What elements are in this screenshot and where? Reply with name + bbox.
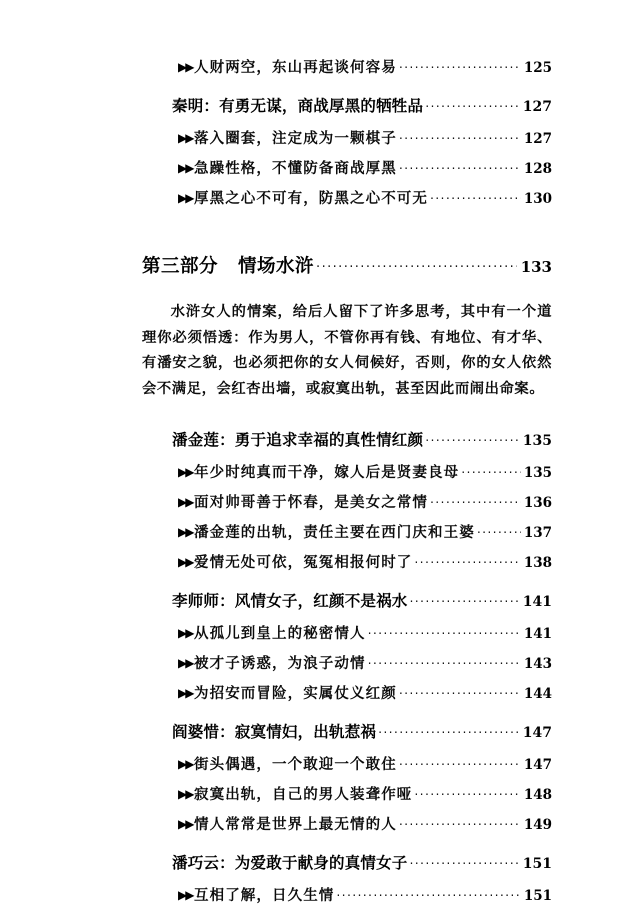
toc-page-number: 144 bbox=[523, 686, 552, 702]
dot-leader bbox=[461, 461, 521, 477]
toc-entry-label: 急躁性格，不懂防备商战厚黑 bbox=[194, 161, 397, 177]
double-triangle-bullet-icon: ▶▶ bbox=[178, 495, 193, 509]
toc-chapter-label: 潘金莲：勇于追求幸福的真性情红颜 bbox=[172, 431, 424, 449]
double-triangle-bullet-icon: ▶▶ bbox=[178, 686, 193, 700]
dot-leader bbox=[399, 813, 521, 829]
toc-chapter-label: 潘巧云：为爱敢于献身的真情女子 bbox=[172, 854, 408, 872]
toc-entry-label: 互相了解，日久生情 bbox=[194, 888, 335, 904]
toc-entry-label: 爱情无处可依，冤冤相报何时了 bbox=[194, 555, 413, 571]
dot-leader bbox=[378, 721, 521, 737]
double-triangle-bullet-icon: ▶▶ bbox=[178, 525, 193, 539]
double-triangle-bullet-icon: ▶▶ bbox=[178, 131, 193, 145]
toc-chapter-entry[interactable] bbox=[172, 94, 552, 116]
toc-page-number: 135 bbox=[522, 433, 552, 449]
toc-page-number: 136 bbox=[523, 495, 552, 511]
toc-entry-label: 人财两空，东山再起谈何容易 bbox=[194, 60, 397, 76]
double-triangle-bullet-icon: ▶▶ bbox=[178, 191, 193, 205]
double-triangle-bullet-icon: ▶▶ bbox=[178, 888, 193, 902]
dot-leader bbox=[368, 622, 521, 638]
toc-sub-entry[interactable] bbox=[172, 521, 552, 542]
toc-chapter-entry[interactable] bbox=[172, 720, 552, 742]
double-triangle-bullet-icon: ▶▶ bbox=[178, 60, 193, 74]
toc-page-number: 143 bbox=[523, 656, 552, 672]
dot-leader bbox=[430, 491, 521, 507]
toc-entry-label: 面对帅哥善于怀春，是美女之常情 bbox=[194, 495, 428, 511]
dot-leader bbox=[368, 652, 521, 668]
toc-sub-entry[interactable] bbox=[172, 157, 552, 178]
double-triangle-bullet-icon: ▶▶ bbox=[178, 787, 193, 801]
toc-sub-entry[interactable] bbox=[172, 187, 552, 208]
toc-page-number: 133 bbox=[520, 258, 552, 276]
dot-leader bbox=[336, 884, 521, 900]
toc-page-number: 147 bbox=[523, 757, 552, 773]
toc-page-number: 147 bbox=[522, 725, 552, 741]
toc-sub-entry[interactable] bbox=[172, 682, 552, 703]
toc-page-number: 137 bbox=[523, 525, 552, 541]
dot-leader bbox=[425, 95, 521, 111]
toc-page-number: 125 bbox=[523, 60, 552, 76]
toc-page-number: 127 bbox=[523, 131, 552, 147]
intro-paragraph: 水浒女人的情案，给后人留下了许多思考，其中有一个道理你必须悟透：作为男人，不管你再有钱、有地位、有才华、有潘安之貌，也必须把你的女人伺候好，否则，你的女人依然会不满足，会红杏出墙，或寂寞出轨，甚至因此而闹出命案。 bbox=[142, 304, 552, 397]
dot-leader bbox=[399, 157, 521, 173]
toc-entry-label: 寂寞出轨，自己的男人装聋作哑 bbox=[194, 787, 413, 803]
double-triangle-bullet-icon: ▶▶ bbox=[178, 757, 193, 771]
toc-sub-entry[interactable] bbox=[172, 551, 552, 572]
toc-sub-entry[interactable] bbox=[172, 491, 552, 512]
double-triangle-bullet-icon: ▶▶ bbox=[178, 626, 193, 640]
toc-page-number: 151 bbox=[523, 888, 552, 904]
toc-page-number: 135 bbox=[523, 465, 552, 481]
dot-leader bbox=[414, 783, 521, 799]
toc-sub-entry[interactable] bbox=[172, 652, 552, 673]
toc-sub-entry[interactable] bbox=[172, 461, 552, 482]
dot-leader bbox=[399, 56, 521, 72]
toc-entry-label: 街头偶遇，一个敢迎一个敢住 bbox=[194, 757, 397, 773]
toc-sub-entry[interactable] bbox=[172, 56, 552, 77]
double-triangle-bullet-icon: ▶▶ bbox=[178, 817, 193, 831]
double-triangle-bullet-icon: ▶▶ bbox=[178, 555, 193, 569]
toc-chapter-label: 阎婆惜：寂寞情妇，出轨惹祸 bbox=[172, 723, 377, 741]
dot-leader bbox=[399, 682, 521, 698]
toc-entry-label: 从孤儿到皇上的秘密情人 bbox=[194, 626, 366, 642]
dot-leader bbox=[425, 429, 521, 445]
toc-part-title: 情场水浒 bbox=[238, 256, 315, 277]
toc-page-number: 141 bbox=[522, 594, 552, 610]
toc-entry-label: 落入圈套，注定成为一颗棋子 bbox=[194, 131, 397, 147]
dot-leader bbox=[410, 852, 521, 868]
double-triangle-bullet-icon: ▶▶ bbox=[178, 656, 193, 670]
toc-entry-label: 为招安而冒险，实属仗义红颜 bbox=[194, 686, 397, 702]
toc-part-entry[interactable] bbox=[142, 252, 552, 278]
toc-sub-entry[interactable] bbox=[172, 622, 552, 643]
toc-entry-label: 潘金莲的出轨，责任主要在西门庆和王婆 bbox=[194, 525, 475, 541]
toc-chapter-entry[interactable] bbox=[172, 589, 552, 611]
toc-chapter-entry[interactable] bbox=[172, 428, 552, 450]
toc-sub-entry[interactable] bbox=[172, 753, 552, 774]
toc-chapter-entry[interactable] bbox=[172, 851, 552, 873]
toc-page-number: 130 bbox=[523, 191, 552, 207]
toc-page-number: 149 bbox=[523, 817, 552, 833]
dot-leader bbox=[414, 551, 521, 567]
toc-page-number: 127 bbox=[522, 99, 552, 115]
dot-leader bbox=[430, 187, 521, 203]
toc-part-number: 第三部分 bbox=[142, 256, 219, 277]
toc-chapter-label: 秦明：有勇无谋，商战厚黑的牺牲品 bbox=[172, 97, 424, 115]
dot-leader bbox=[410, 590, 521, 606]
dot-leader bbox=[477, 521, 521, 537]
toc-entry-label: 情人常常是世界上最无情的人 bbox=[194, 817, 397, 833]
toc-sub-entry[interactable] bbox=[172, 813, 552, 834]
toc-page-number: 128 bbox=[523, 161, 552, 177]
toc-page-number: 141 bbox=[523, 626, 552, 642]
dot-leader bbox=[399, 127, 521, 143]
double-triangle-bullet-icon: ▶▶ bbox=[178, 465, 193, 479]
toc-page-number: 151 bbox=[522, 856, 552, 872]
toc-entry-label: 被才子诱惑，为浪子动情 bbox=[194, 656, 366, 672]
toc-entry-label: 厚黑之心不可有，防黑之心不可无 bbox=[194, 191, 428, 207]
toc-sub-entry[interactable] bbox=[172, 884, 552, 905]
toc-entry-list bbox=[142, 56, 552, 914]
double-triangle-bullet-icon: ▶▶ bbox=[178, 161, 193, 175]
dot-leader bbox=[399, 753, 521, 769]
toc-sub-entry[interactable] bbox=[172, 783, 552, 804]
toc-chapter-label: 李师师：风情女子，红颜不是祸水 bbox=[172, 592, 408, 610]
toc-sub-entry[interactable] bbox=[172, 127, 552, 148]
toc-page-number: 148 bbox=[523, 787, 552, 803]
toc-part-label bbox=[142, 252, 314, 278]
toc-entry-label: 年少时纯真而干净，嫁人后是贤妻良母 bbox=[194, 465, 460, 481]
toc-page-number: 138 bbox=[523, 555, 552, 571]
dot-leader bbox=[316, 256, 517, 272]
